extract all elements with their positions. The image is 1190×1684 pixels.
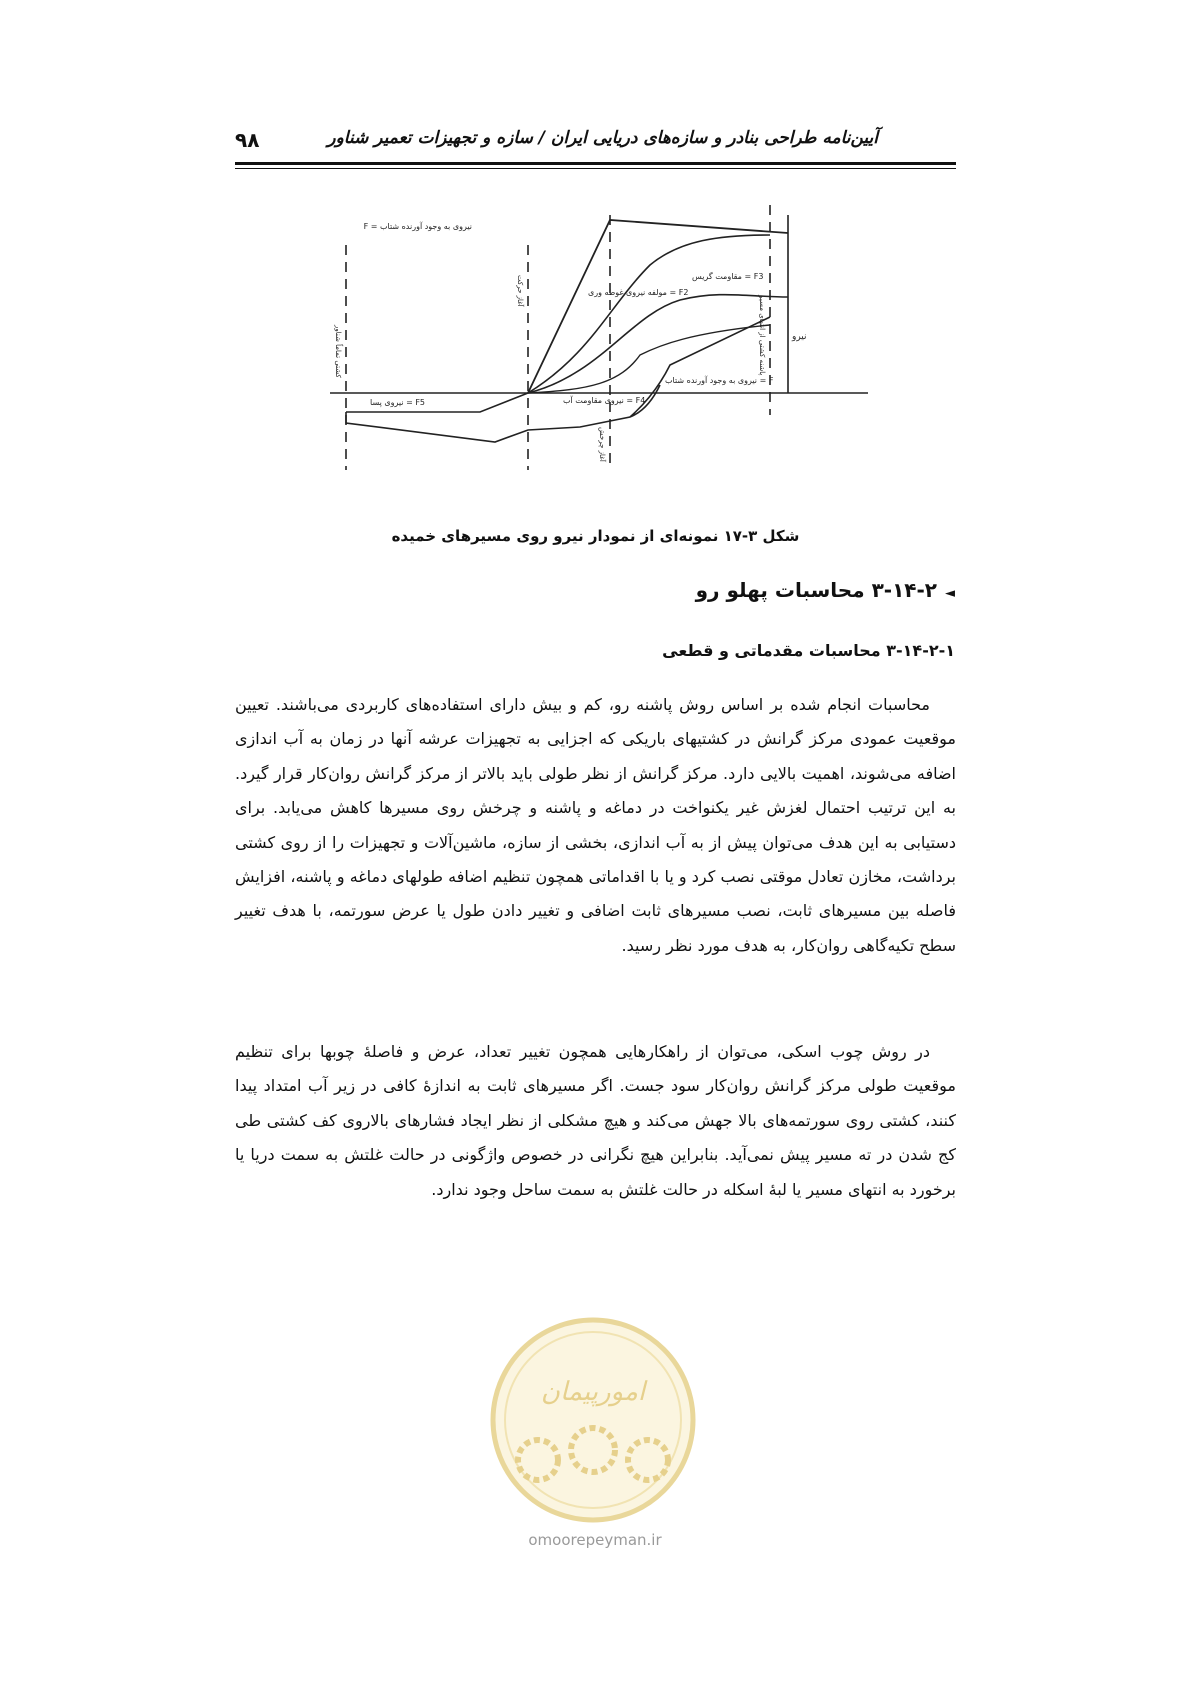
page-number: ۹۸ — [235, 128, 260, 152]
label-vertical-1: کشتی تماماً شناور — [334, 325, 342, 378]
body-paragraph-2: در روش چوب اسکی، می‌توان از راهکارهایی همچون تغییر تعداد، عرض و فاصلهٔ چوبها برای تنظیم موقعیت طولی مرکز گرانش روان‌کار سود جست. اگر مسیرهای ثابت به اندازهٔ کافی در زیر آب امتداد پیدا کنند، کشتی روی سورتمه‌های بالا جهش می‌کند و هیچ مشکلی از نظر ایجاد فشارهای بالاروی کف کشتی طی کج شدن در ته مسیر پیش نمی‌آید. بنابراین هیچ نگرانی در خصوص واژگونی در حالت غلتش به سمت دریا یا برخورد به انتهای مسیر یا لبهٔ اسکله در حالت غلتش به سمت ساحل وجود ندارد. — [235, 1042, 956, 1199]
watermark-emblem — [488, 1315, 698, 1525]
label-vertical-2: آغاز حرکت — [516, 275, 524, 307]
label-f4: نیروی مقاومت آب = F4 — [563, 396, 646, 405]
figure-caption: شکل ۳-۱۷ نمونه‌ای از نمودار نیرو روی مسیرهای خمیده — [391, 527, 800, 545]
f3-curve — [528, 235, 770, 393]
running-header-title: آیین‌نامه طراحی بنادر و سازه‌های دریایی ایران / سازه و تجهیزات تعمیر شناور — [327, 128, 878, 148]
label-f3: مقاومت گریس = F3 — [692, 272, 764, 281]
label-f5: نیروی پسا = F5 — [370, 398, 426, 407]
watermark-url: omoorepeyman.ir — [528, 1531, 662, 1549]
label-f2: مولفه نیروی غوطه وری = F2 — [588, 288, 689, 297]
label-vertical-3: آغاز چرخش — [598, 427, 606, 462]
force-diagram — [330, 205, 870, 515]
section-heading-text: ۳-۱۴-۲ محاسبات پهلو رو — [695, 578, 937, 602]
force-diagram-figure — [330, 205, 870, 515]
header-rule-thin — [235, 168, 956, 169]
f-accel-curve — [528, 220, 788, 393]
label-f-accel-top: نیروی به وجود آورنده شتاب = F — [363, 222, 472, 231]
label-vertical-4: پاشنه کشتی از انتهای مسیر — [758, 295, 766, 376]
body-paragraph-1: محاسبات انجام شده بر اساس روش پاشنه رو، کم و بیش دارای استفاده‌های کاربردی می‌باشند. تعیین موقعیت عمودی مرکز گرانش در کشتیهای باریکی که اجزایی به تجهیزات عرشه آنها در زمان به آب اندازی اضافه می‌شوند، اهمیت بالایی دارد. مرکز گرانش از نظر طولی باید بالاتر از مرکز گرانش روان‌کار قرار گیرد. به این ترتیب احتمال لغزش غیر یکنواخت در دماغه و پاشنه و چرخش روی مسیرها کاهش می‌یابد. برای دستیابی به این هدف می‌توان پیش از به آب اندازی، بخشی از سازه، ماشین‌آلات و تجهیزات را از روی کشتی برداشت، مخازن تعادل موقتی نصب کرد و یا با اقداماتی همچون تنظیم اضافه طولهای دماغه و پاشنه، افزایش فاصله بین مسیرهای ثابت، نصب مسیرهای ثابت اضافی و تغییر دادن طول یا عرض سورتمه، با هدف تغییر سطح تکیه‌گاهی روان‌کار، به هدف مورد نظر رسید. — [235, 695, 956, 955]
label-f-accel-bottom: نیروی به وجود آورنده شتاب = F — [665, 376, 774, 385]
watermark-logo — [488, 1315, 698, 1525]
diagram-dashed-lines — [346, 205, 770, 470]
subsection-heading: ۳-۱۴-۲-۱ محاسبات مقدماتی و قطعی — [662, 641, 955, 660]
label-force-axis: نیرو — [792, 332, 807, 342]
watermark-ring — [493, 1320, 693, 1520]
section-heading — [696, 578, 955, 602]
header-rule-thick — [235, 162, 956, 165]
watermark-logo-text: امورپیمان — [540, 1377, 646, 1407]
heading-arrow-icon: ◄ — [945, 586, 955, 601]
